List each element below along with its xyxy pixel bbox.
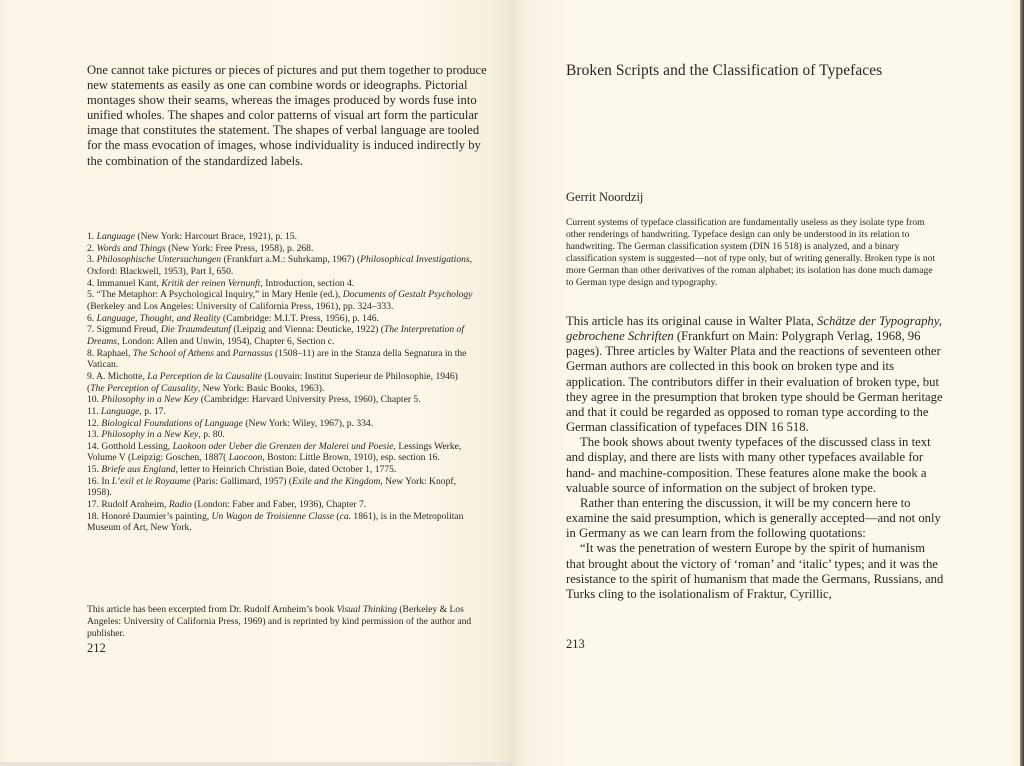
footnote-text: (Cambridge: M.I.T. Press, 1956), p. 146. [220,312,379,324]
footnote-title-2: Laocoon [228,452,263,464]
footnote-title: Language [101,405,140,417]
footnote-number: 13. [87,429,99,441]
article-title: Broken Scripts and the Classification of Typefaces [566,62,883,79]
footnote [87,324,477,347]
footnote-pre: Rudolf Arnheim, [101,499,169,511]
footnote [87,394,477,406]
footnote [87,429,477,441]
footnote-text: (Berkeley and Los Angeles: University of California Press, 1961), pp. 324–333. [87,300,394,312]
footnote-title: Un Wagon de Troisienne Classe [211,510,334,522]
footnote-text: (London: Faber and Faber, 1936), Chapter 7. [191,499,367,511]
footnote-title: La Perception de la Causalite [147,370,263,382]
footnote [87,243,477,255]
footnote-pre: Honoré Daumier’s painting, [101,510,212,522]
page-number-right: 213 [566,637,585,651]
footnote-number: 10. [87,394,99,406]
credit-rest: (Berkeley & Los Angeles: University of California Press, 1969) and is reprinted by kind permission of the author and publisher. [87,604,472,639]
left-page [0,0,512,764]
footnote-text: (Paris: Gallimard, 1957) ( [190,475,293,487]
footnote [87,441,477,464]
footnote-number: 17. [87,499,99,511]
footnote-title: Kritik der reinen Vernunft [161,277,261,289]
intro-text: One cannot take pictures or pieces of pictures and put them together to produce new statements as easily as one can combine words or ideographs. Pictorial montages show their seams, whereas the images produced by words fuse into unified wholes. The shapes and color patterns of visual art form the particular image that constitutes the statement. The shapes of verbal language are tooled for the mass evocation of images, whose individuality is induced indirectly by the combination of the standardized labels. [87,63,487,168]
footnote [87,254,477,277]
footnote [87,418,477,430]
footnote-title: Die Traumdeutunf [160,324,231,336]
page-bottom-edge [0,762,512,766]
footnote-title: Language, Thought, and Reality [96,312,221,324]
footnote-text-2: , Oxford: Blackwell, 1953), Part I, 650. [87,254,473,277]
footnote-text: , p. 80. [198,429,225,441]
footnote-title: L’exil et le Royaume [111,475,191,487]
footnote [87,289,477,312]
footnote-title: Philosophische Untersuchungen [96,254,222,266]
footnote-title: Biological Foundations of Language [101,417,243,429]
footnote-number: 2. [87,242,95,254]
footnote [87,231,477,243]
p1-rest: (Frankfurt on Main: Polygraph Verlag, 1968, 96 pages). Three articles by Walter Plata and the reactions of seventeen other German authors are collected in this book on broken type and its application. The contributors differ in their evaluation of broken type, but they agree in the presumption that broken type should be German heritage and that it could be regarded as opposed to roman type according to the German classification of typefaces DIN 16 518. [566,329,943,435]
footnote-number: 18. [87,510,99,522]
p1-book-title: Schätze der Typography, gebrochene Schriften [566,314,942,344]
footnote-title: Documents of Gestalt Psychology [342,289,473,301]
footnote-text: (Leipzig and Vienna: Deuticke, 1922) ( [230,324,384,336]
footnote-number: 12. [87,417,99,429]
footnote [87,476,477,499]
article-abstract: Current systems of typeface classification are fundamentally useless as they isolate type from other renderings of handwriting. Typeface design can only be understood in its relation to handwriting. The German classification system (DIN 16 518) is analyzed, and a binary classification system is suggested—not of type only, but of writing generally. Broken type is not more German than other derivatives of the roman alphabet; its isolation has done much damage to German type design and typography. [566,217,936,288]
footnote-text: (Louvain: Institut Superieur de Philosophie, 1946) ( [87,370,458,394]
article-credit [87,604,477,640]
footnote [87,313,477,325]
footnote-number: 4. [87,277,95,289]
footnotes-list [87,231,477,534]
body-paragraph-2: The book shows about twenty typefaces of the discussed class in text and display, and there are lists with many other typefaces available for hand- and machine-composition. These features alone make the book a valuable source of information on the subject of broken type. [566,435,931,495]
footnote-number: 15. [87,464,99,476]
body-paragraph-3: Rather than entering the discussion, it will be my concern here to examine the said presumption, which is generally accepted—and not only in Germany as we can learn from the following quotations: [566,495,941,541]
footnote-pre: “The Metaphor: A Psychological Inquiry,” in Mary Henle (ed.), [96,289,343,301]
footnote-text-2: , Boston: Little Brown, 1910), esp. section 16. [262,452,440,464]
footnote-title-2: The Perception of Causality [90,382,198,394]
footnote-text: (New York: Wiley, 1967), p. 334. [242,417,374,429]
footnote-title: Language [96,231,135,242]
footnote-number: 6. [87,312,95,324]
footnote-pre: Sigmund Freud, [96,324,161,336]
credit-book-title: Visual Thinking [336,604,397,615]
footnote-text: (Frankfurt a.M.: Suhrkamp, 1967) ( [221,254,361,266]
footnote-text-2: (1508–11) are in the Stanza della Segnatura in the Vatican. [87,347,467,371]
article-body [566,314,946,602]
footnote-text: (Cambridge: Harvard University Press, 1960), Chapter 5. [198,394,421,406]
footnote-title-2: Philosophical Investigations [360,254,470,266]
footnote-title-2: The Interpretation of Dreams [87,324,465,347]
footnote-title-2: Parnassus [232,347,273,359]
footnote-pre: Gotthold Lessing, [101,440,173,452]
credit-pre: This article has been excerpted from Dr. Rudolf Arnheim’s book [87,604,337,615]
intro-paragraph [87,63,487,169]
footnote-title: The School of Athens [132,347,214,359]
footnote-number: 5. [87,289,95,301]
footnote-text: , Introduction, section 4. [260,277,355,289]
footnote [87,371,477,394]
footnote [87,499,477,511]
footnote-number: 14. [87,440,99,452]
footnote-title: Laokoon oder Ueber die Grenzen der Malerei und Poesie [172,440,394,452]
footnote [87,464,477,476]
footnote-pre: Immanuel Kant, [96,277,162,289]
book-edge-shadow [1020,0,1024,766]
footnote-text: and [213,347,233,359]
footnote-number: 7. [87,324,95,336]
footnote-title-2: ca. [339,510,352,522]
body-paragraph-4: “It was the penetration of western Europe by the spirit of humanism that brought about the victory of ‘roman’ and ‘italic’ types; and it was the resistance to the spirit of humanism that made the Germans, Russians, and Turks cling to the isolationalism of Fraktur, Cyrillic, [566,541,944,601]
footnote [87,278,477,290]
footnote-text: , letter to Heinrich Christian Boie, dated October 1, 1775. [175,464,397,476]
body-paragraph-1 [566,314,946,435]
footnote-text-2: 1861), is in the Metropolitan Museum of Art, New York. [87,510,464,534]
footnote-text: (New York: Harcourt Brace, 1921), p. 15. [134,231,297,242]
footnote-text-2: , London: Allen and Unwin, 1954), Chapter 6, Section c. [117,335,335,347]
footnote-text: ( [333,510,340,522]
footnote-number: 16. [87,475,99,487]
footnote-text: , p. 17. [139,405,166,417]
footnote-title-2: Exile and the Kingdom [292,475,381,487]
footnote-number: 1. [87,231,95,242]
footnote-pre: In [101,475,112,487]
footnote-text-2: , New York: Knopf, 1958). [87,475,456,499]
footnote-pre: A. Michotte, [96,370,148,382]
footnote-number: 11. [87,405,99,417]
footnote-title: Philosophy in a New Key [101,429,199,441]
p1-pre: This article has its original cause in Walter Plata, [566,314,818,328]
footnote-number: 9. [87,370,95,382]
footnote-text: , Lessings Werke, Volume V (Leipzig: Goschen, 1887( [87,440,462,464]
footnote [87,348,477,371]
footnote-pre: Raphael, [96,347,133,359]
footnote-text: (New York: Free Press, 1958), p. 268. [165,242,314,254]
footnote-number: 3. [87,254,95,266]
footnote [87,511,477,534]
footnote-title: Philosophy in a New Key [101,394,199,406]
footnote-title: Words and Things [96,242,166,254]
footnote-title: Briefe aus England [101,464,176,476]
footnote-number: 8. [87,347,95,359]
footnote-title: Radio [168,499,192,511]
footnote-text-2: , New York: Basic Books, 1963). [197,382,325,394]
footnote [87,406,477,418]
article-author: Gerrit Noordzij [566,190,644,204]
page-number-left: 212 [87,641,106,655]
